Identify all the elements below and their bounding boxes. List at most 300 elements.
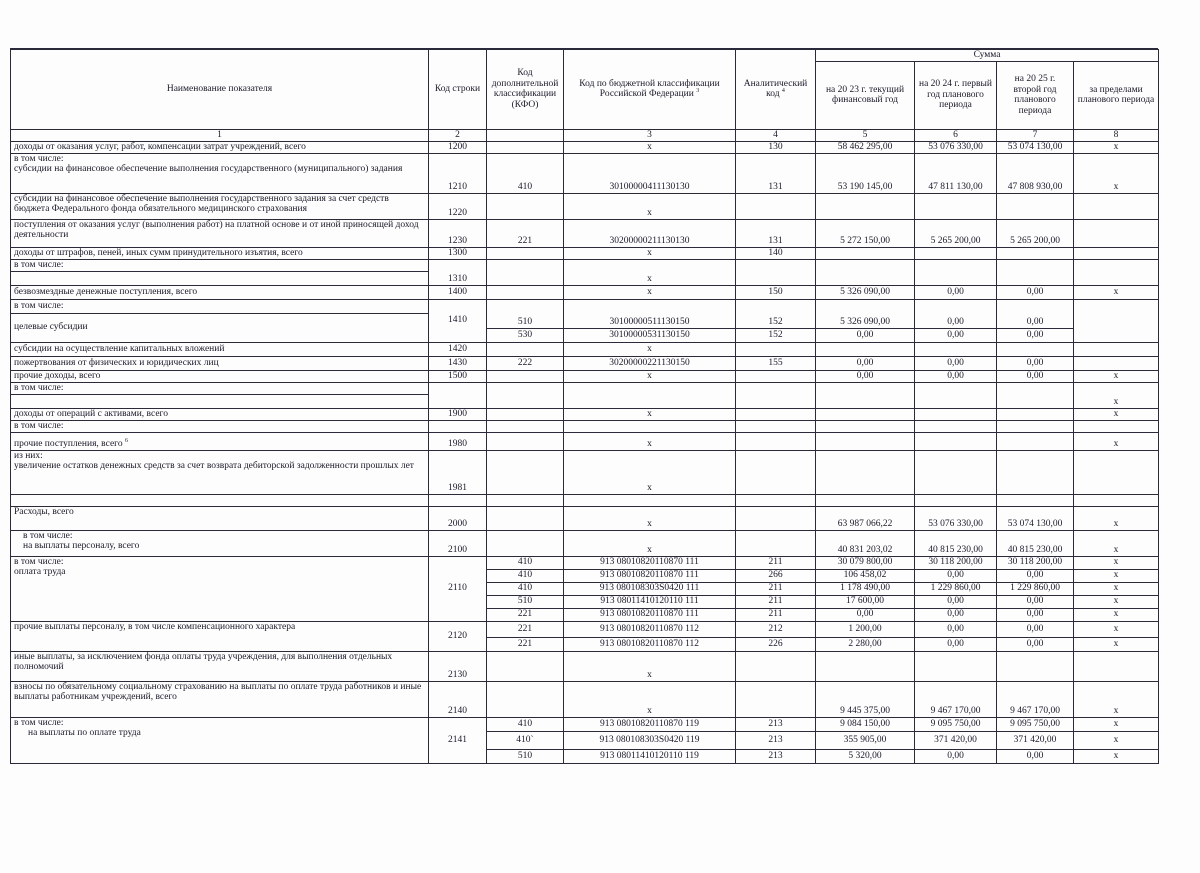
cell-empty [816,450,915,494]
row-bk: x [564,408,736,420]
cell-empty [11,394,429,408]
row-an: 150 [736,285,816,299]
row-code: 1210 [429,153,487,193]
cell-empty [487,432,564,450]
table-row [11,342,1159,356]
row-bk: 913 080108303S0420 119 [564,731,736,749]
row-name: Расходы, всего [11,506,429,530]
row-bk: x [564,651,736,681]
row-bk: x [564,506,736,530]
row-sum3: 0,00 [997,637,1074,651]
row-name: увеличение остатков денежных средств за счет возврата дебиторской задолженности прошлых лет [14,461,414,471]
row-sum1: 5 320,00 [816,749,915,763]
row-an: 211 [736,608,816,621]
column-numbers-row [11,129,1159,141]
row-sum2: 1 229 860,00 [915,582,997,595]
row-bk: x [564,681,736,717]
row-code: 1410 [429,299,487,342]
row-sum1: 0,00 [816,608,915,621]
row-sum3: 9 467 170,00 [997,681,1074,717]
cell-empty [487,450,564,494]
cell-empty [915,247,997,259]
row-sum2: 47 811 130,00 [915,153,997,193]
cell-empty [487,681,564,717]
row-sum4: x [1074,556,1159,569]
row-sum2: 371 420,00 [915,731,997,749]
row-footnote: 6 [124,437,128,444]
cell-empty [997,408,1074,420]
row-name-cell [11,530,429,556]
cell-empty [736,259,816,285]
row-name: иные выплаты, за исключением фонда оплаты труда учреждения, для выполнения отдельных полномочий [11,651,429,681]
row-code: 1980 [429,432,487,450]
row-sum4: x [1074,637,1159,651]
row-sum3: 371 420,00 [997,731,1074,749]
row-sum4: x [1074,530,1159,556]
row-code: 1420 [429,342,487,356]
row-sum1: 0,00 [816,356,915,370]
row-name: пожертвования от физических и юридических лиц [11,356,429,370]
col-num: 5 [816,129,915,141]
row-prefix: в том числе: [23,530,73,541]
cell-empty [915,432,997,450]
cell-empty [1074,651,1159,681]
cell-empty [736,342,816,356]
plan-table [10,49,1159,764]
row-bk: 913 08010820110870 112 [564,621,736,637]
row-an: 152 [736,299,816,328]
cell-empty [564,420,736,432]
row-sum4: x [1074,621,1159,637]
row-prefix: в том числе: [14,153,64,164]
row-prefix: в том числе: [11,420,429,432]
cell-empty [487,651,564,681]
row-sum2: 0,00 [915,608,997,621]
cell-empty [736,193,816,219]
row-sum2: 0,00 [915,356,997,370]
row-kfo: 221 [487,637,564,651]
row-name: прочие поступления, всего [14,439,123,449]
cell-empty [816,408,915,420]
row-kfo: 530 [487,328,564,342]
row-name: прочие выплаты персоналу, в том числе компенсационного характера [11,621,429,651]
row-sum4: x [1074,382,1159,408]
cell-empty [816,420,915,432]
row-sum4: x [1074,595,1159,608]
row-bk: x [564,285,736,299]
cell-empty [997,432,1074,450]
row-name-cell [11,153,429,193]
bk-footnote: 3 [696,88,700,95]
cell-empty [429,382,487,408]
row-sum2: 0,00 [915,621,997,637]
row-kfo: 510 [487,595,564,608]
row-code: 2130 [429,651,487,681]
table-row [11,370,1159,382]
year2-header: на 20 24 г. первый год планового периода [915,61,997,129]
row-an: 152 [736,328,816,342]
row-prefix: в том числе: [11,259,429,271]
cell-empty [915,420,997,432]
table-row [11,432,1159,450]
table-row [11,530,1159,556]
row-code: 2000 [429,506,487,530]
cell-empty [736,651,816,681]
bk-header-text: Код по бюджетной классификации Российской Федерации [579,78,720,100]
row-bk: 913 080108303S0420 111 [564,582,736,595]
row-sum1: 40 831 203,02 [816,530,915,556]
cell-empty [487,285,564,299]
row-code: 2140 [429,681,487,717]
row-prefix: в том числе: [11,299,429,313]
row-sum2: 0,00 [915,285,997,299]
col-num: 1 [11,129,429,141]
col-num: 4 [736,129,816,141]
cell-empty [1074,450,1159,494]
row-bk: x [564,432,736,450]
row-name: целевые субсидии [11,313,429,342]
cell-empty [816,494,915,506]
row-bk: 913 08010820110870 111 [564,608,736,621]
row-an: 130 [736,141,816,153]
row-sum2: 30 118 200,00 [915,556,997,569]
col-code-header: Код строки [429,50,487,130]
row-sum4: x [1074,582,1159,595]
row-name-cell [11,556,429,621]
row-prefix: в том числе: [14,717,64,728]
row-sum1: 0,00 [816,370,915,382]
row-sum2: 0,00 [915,299,997,328]
row-an: 213 [736,731,816,749]
table-row [11,420,1159,432]
row-code: 1900 [429,408,487,420]
row-bk: x [564,141,736,153]
cell-empty [1074,193,1159,219]
row-sum4: x [1074,731,1159,749]
cell-empty [816,342,915,356]
row-name: доходы от операций с активами, всего [11,408,429,420]
cell-empty [997,247,1074,259]
cell-empty [915,494,997,506]
cell-empty [487,382,564,408]
row-kfo: 410 [487,717,564,731]
row-sum3: 40 815 230,00 [997,530,1074,556]
row-bk: 30200000221130150 [564,356,736,370]
cell-empty [915,342,997,356]
col-kfo-header: Код дополнительной классификации (КФО) [487,50,564,130]
an-header-text: Аналитический код [743,78,808,100]
row-an: 211 [736,582,816,595]
col-num: 2 [429,129,487,141]
row-an: 226 [736,637,816,651]
row-sum3: 47 808 930,00 [997,153,1074,193]
row-sum1: 0,00 [816,328,915,342]
row-name-cell [11,450,429,494]
row-kfo: 410 [487,569,564,582]
cell-empty [816,193,915,219]
row-code: 1230 [429,219,487,247]
row-bk: x [564,450,736,494]
cell-empty [487,247,564,259]
row-sum3: 0,00 [997,621,1074,637]
row-bk: 913 08011410120110 119 [564,749,736,763]
row-sum4: x [1074,608,1159,621]
cell-empty [564,382,736,408]
table-row [11,285,1159,299]
cell-empty [816,259,915,285]
table-row [11,141,1159,153]
row-name: взносы по обязательному социальному страхованию на выплаты по оплате труда работников и иные выплаты работникам учреждений, всего [11,681,429,717]
cell-empty [736,382,816,408]
col-name-header: Наименование показателя [11,50,429,130]
cell-empty [997,193,1074,219]
row-sum4: x [1074,141,1159,153]
row-sum3: 1 229 860,00 [997,582,1074,595]
table-row [11,556,1159,569]
cell-empty [487,141,564,153]
row-bk: x [564,193,736,219]
cell-empty [487,420,564,432]
row-sum2: 5 265 200,00 [915,219,997,247]
cell-empty [816,651,915,681]
row-an: 131 [736,219,816,247]
row-sum2: 40 815 230,00 [915,530,997,556]
row-sum4: x [1074,506,1159,530]
row-an: 213 [736,717,816,731]
an-footnote: 4 [781,88,785,95]
row-prefix: в том числе: [11,382,429,394]
row-kfo: 221 [487,608,564,621]
row-sum3: 0,00 [997,299,1074,328]
row-sum4: x [1074,749,1159,763]
table-row [11,494,1159,506]
row-sum4: x [1074,432,1159,450]
row-sum1: 1 178 490,00 [816,582,915,595]
col-num-empty [487,129,564,141]
row-name-cell [11,717,429,763]
cell-empty [997,342,1074,356]
cell-empty [816,382,915,408]
cell-empty [736,370,816,382]
table-row [11,408,1159,420]
cell-empty [915,408,997,420]
row-sum2: 9 095 750,00 [915,717,997,731]
row-sum2: 0,00 [915,370,997,382]
cell-empty [487,370,564,382]
row-sum4: x [1074,153,1159,193]
cell-empty [564,494,736,506]
row-name: доходы от штрафов, пеней, иных сумм принудительного изъятия, всего [11,247,429,259]
cell-empty [487,193,564,219]
row-sum2: 0,00 [915,569,997,582]
row-kfo: 510 [487,749,564,763]
row-sum3: 0,00 [997,356,1074,370]
row-sum4: x [1074,569,1159,582]
row-kfo: 222 [487,356,564,370]
cell-empty [915,382,997,408]
row-name: на выплаты по оплате труда [28,728,141,738]
row-bk: x [564,247,736,259]
row-an: 212 [736,621,816,637]
row-sum2: 9 467 170,00 [915,681,997,717]
row-sum1: 5 272 150,00 [816,219,915,247]
row-an: 266 [736,569,816,582]
row-name: на выплаты персоналу, всего [23,541,140,551]
row-sum4: x [1074,681,1159,717]
row-sum2: 0,00 [915,637,997,651]
header-row-1 [11,50,1159,62]
col-an-header [736,50,816,130]
row-sum3: 30 118 200,00 [997,556,1074,569]
row-sum4: x [1074,408,1159,420]
row-sum2: 0,00 [915,749,997,763]
row-bk: 913 08010820110870 111 [564,556,736,569]
cell-empty [1074,420,1159,432]
row-name: оплата труда [14,567,66,577]
table-row [11,153,1159,193]
row-sum3: 0,00 [997,328,1074,342]
row-an: 213 [736,749,816,763]
row-code: 1981 [429,450,487,494]
row-sum1: 355 905,00 [816,731,915,749]
row-sum1: 2 280,00 [816,637,915,651]
cell-empty [915,450,997,494]
table-row [11,506,1159,530]
year1-header: на 20 23 г. текущий финансовый год [816,61,915,129]
row-code: 2120 [429,621,487,651]
cell-empty [736,530,816,556]
sum-header: Сумма [816,50,1159,62]
row-name: субсидии на финансовое обеспечение выполнения государственного (муниципального) задания [14,164,403,174]
row-sum3: 53 074 130,00 [997,506,1074,530]
cell-empty [736,450,816,494]
row-sum2: 0,00 [915,328,997,342]
row-bk: 30100000531130150 [564,328,736,342]
cell-empty [997,651,1074,681]
row-bk: x [564,342,736,356]
cell-empty [487,259,564,285]
row-code: 1220 [429,193,487,219]
cell-empty [997,450,1074,494]
row-sum4: x [1074,717,1159,731]
col-num: 6 [915,129,997,141]
row-sum1: 5 326 090,00 [816,285,915,299]
table-row [11,356,1159,370]
row-kfo: 221 [487,219,564,247]
table-row [11,299,1159,313]
cell-empty [997,259,1074,285]
row-prefix: в том числе: [14,556,64,567]
row-code: 1430 [429,356,487,370]
row-sum3: 9 095 750,00 [997,717,1074,731]
row-name: поступления от оказания услуг (выполнения работ) на платной основе и от иной приносящей доход деятельности [11,219,429,247]
row-sum3: 0,00 [997,285,1074,299]
col-num: 3 [564,129,736,141]
cell-empty [816,247,915,259]
row-code: 2110 [429,556,487,621]
cell-empty [1074,247,1159,259]
row-sum1: 30 079 800,00 [816,556,915,569]
row-code: 1310 [429,259,487,285]
cell-empty [736,494,816,506]
row-kfo: 410` [487,731,564,749]
row-bk: x [564,370,736,382]
cell-empty [736,420,816,432]
row-sum1: 58 462 295,00 [816,141,915,153]
cell-empty [915,651,997,681]
row-bk: 30100000511130150 [564,299,736,328]
table-row [11,651,1159,681]
cell-empty [915,193,997,219]
row-bk: 913 08010820110870 111 [564,569,736,582]
cell-empty [487,506,564,530]
cell-empty [429,494,487,506]
cell-empty [487,408,564,420]
row-bk: x [564,530,736,556]
row-name: безвозмездные денежные поступления, всего [11,285,429,299]
cell-empty [1074,494,1159,506]
row-an: 211 [736,556,816,569]
table-row [11,717,1159,731]
row-sum3: 0,00 [997,749,1074,763]
cell-empty [1074,356,1159,370]
row-name-cell [11,432,429,450]
table-row [11,681,1159,717]
row-sum2: 53 076 330,00 [915,141,997,153]
table-row [11,193,1159,219]
cell-empty [736,408,816,420]
row-sum1: 17 600,00 [816,595,915,608]
cell-empty [487,342,564,356]
table-row [11,621,1159,637]
col-num: 8 [1074,129,1159,141]
col-bk-header [564,50,736,130]
row-sum1: 9 445 375,00 [816,681,915,717]
row-code: 1400 [429,285,487,299]
row-sum3: 53 074 130,00 [997,141,1074,153]
row-kfo: 410 [487,153,564,193]
col-num: 7 [997,129,1074,141]
row-sum3: 0,00 [997,595,1074,608]
row-code: 1300 [429,247,487,259]
row-code: 1200 [429,141,487,153]
row-kfo: 410 [487,582,564,595]
table-row [11,450,1159,494]
cell-empty [997,494,1074,506]
row-sum3: 0,00 [997,370,1074,382]
cell-empty [736,681,816,717]
row-kfo: 510 [487,299,564,328]
row-an: 131 [736,153,816,193]
row-sum2: 53 076 330,00 [915,506,997,530]
cell-empty [487,530,564,556]
row-sum3: 0,00 [997,569,1074,582]
row-sum1: 106 458,02 [816,569,915,582]
year3-header: на 20 25 г. второй год планового периода [997,61,1074,129]
row-code: 2100 [429,530,487,556]
row-kfo: 410 [487,556,564,569]
row-bk: 30200000211130130 [564,219,736,247]
row-name: доходы от оказания услуг, работ, компенсации затрат учреждений, всего [11,141,429,153]
table-row [11,382,1159,394]
row-sum1: 5 326 090,00 [816,299,915,328]
row-an: 211 [736,595,816,608]
row-bk: x [564,259,736,285]
row-bk: 30100000411130130 [564,153,736,193]
row-sum2: 0,00 [915,595,997,608]
row-code: 2141 [429,717,487,763]
row-kfo: 221 [487,621,564,637]
